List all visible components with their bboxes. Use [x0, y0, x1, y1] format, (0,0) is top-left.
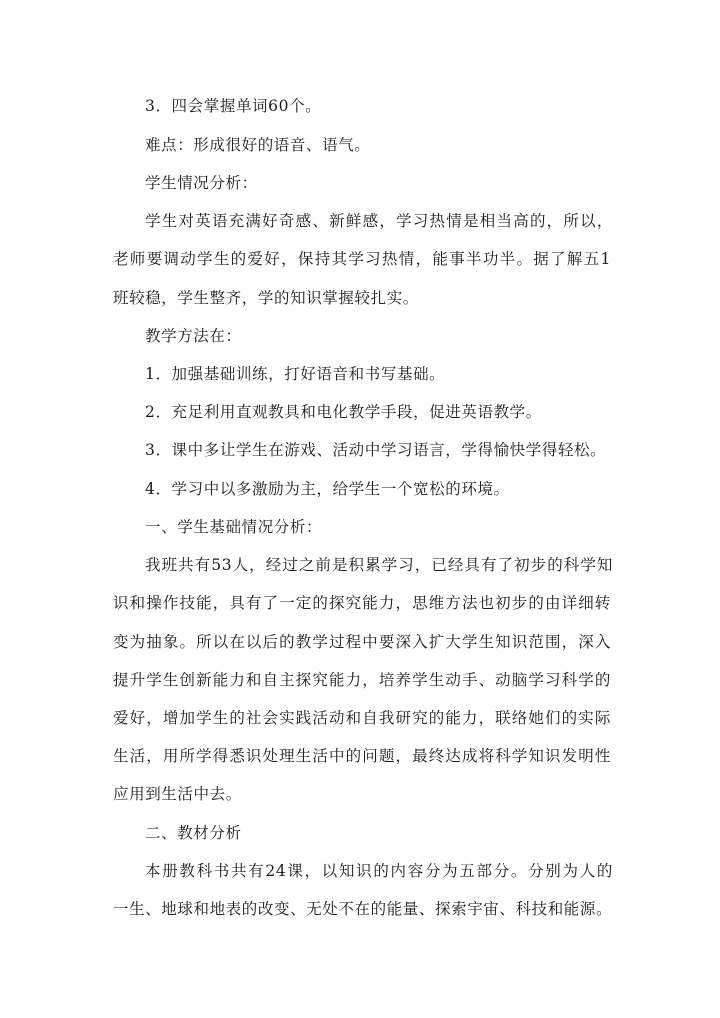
list-item-1: 1．加强基础训练，打好语音和书写基础。 [145, 365, 446, 383]
text-line-22: 一生、地球和地表的改变、无处不在的能量、探索宇宙、科技和能源。 [113, 900, 613, 918]
text-line-18: 生活，用所学得悉识处理生活中的问题，最终达成将科学知识发明性 [113, 747, 611, 765]
text-line-19: 应用到生活中去。 [113, 785, 242, 803]
text-line-5: 老师要调动学生的爱好，保持其学习热情，能事半功半。据了解五1 [113, 250, 611, 268]
section-heading-student-analysis: 学生情况分析： [145, 174, 258, 192]
text-line-4: 学生对英语充满好奇感、新鲜感，学习热情是相当高的，所以， [145, 212, 613, 230]
text-line-17: 爱好，增加学生的社会实践活动和自我研究的能力，联络她们的实际 [113, 709, 611, 727]
section-heading-student-basis: 一、学生基础情况分析： [145, 518, 323, 536]
text-line-14: 识和操作技能，具有了一定的探究能力，思维方法也初步的由详细转 [113, 594, 611, 612]
list-item-2: 2．充足利用直观教具和电化教学手段，促进英语教学。 [145, 403, 542, 421]
text-line-15: 变为抽象。所以在以后的教学过程中要深入扩大学生知识范围，深入 [113, 633, 611, 651]
text-line-6: 班较稳，学生整齐，学的知识掌握较扎实。 [113, 289, 419, 307]
list-item-4: 4．学习中以多激励为主，给学生一个宽松的环境。 [145, 480, 510, 498]
text-line-2: 难点：形成很好的语音、语气。 [145, 136, 371, 154]
section-heading-textbook-analysis: 二、教材分析 [145, 824, 242, 842]
text-line-16: 提升学生创新能力和自主探究能力，培养学生动手、动脑学习科学的 [113, 671, 611, 689]
text-line-1: 3．四会掌握单词60个。 [145, 97, 322, 115]
section-heading-teaching-methods: 教学方法在： [145, 327, 242, 345]
text-line-21: 本册教科书共有24课，以知识的内容分为五部分。分别为人的 [145, 862, 613, 880]
list-item-3: 3．课中多让学生在游戏、活动中学习语言，学得愉快学得轻松。 [145, 441, 607, 459]
text-line-13: 我班共有53人，经过之前是积累学习，已经具有了初步的科学知 [145, 556, 613, 574]
